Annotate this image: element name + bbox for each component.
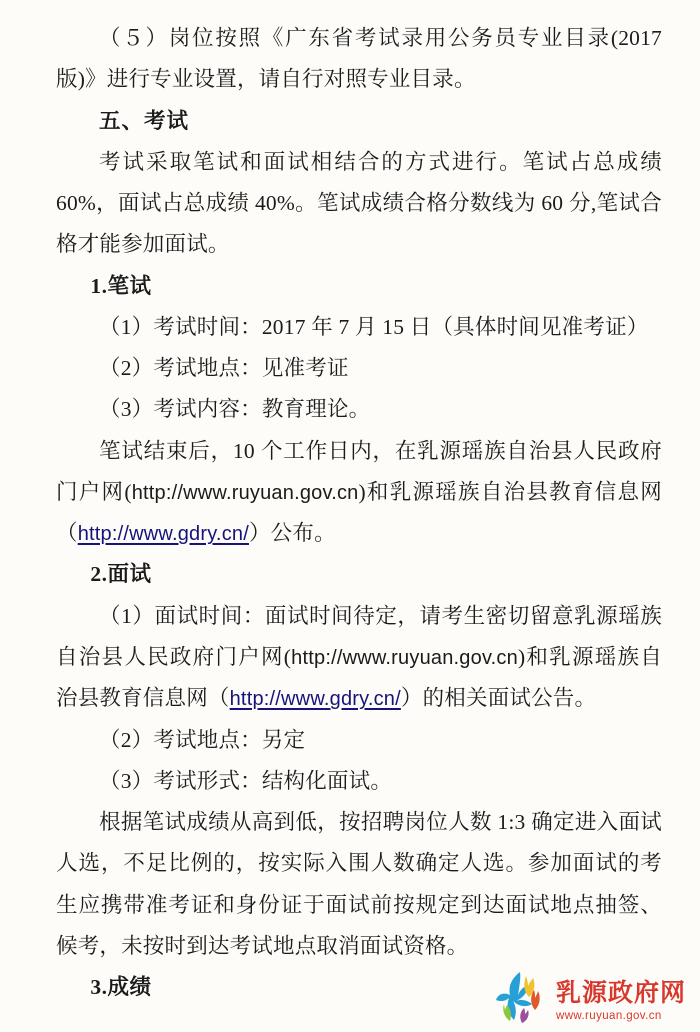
paragraph-interview-form: （3）考试形式：结构化面试。 xyxy=(99,768,393,793)
paragraph-interview-time xyxy=(56,596,662,720)
watermark xyxy=(490,968,686,1026)
gdry-url-link-2[interactable]: http://www.gdry.cn/ xyxy=(229,688,401,711)
interview-lead-text: （1）面试时间：面试时间待定，请考生密切留意乳源瑶族自治县人民政府门户网( xyxy=(56,603,662,669)
publish-mid-text: )和乳源瑶族自治县教育信息网（ xyxy=(56,479,662,546)
watermark-url: www.ruyuan.gov.cn xyxy=(555,1010,662,1022)
paragraph-item-5: （５）岗位按照《广东省考试录用公务员专业目录(2017版)》进行专业设置，请自行对照专业目录。 xyxy=(56,26,662,92)
watermark-text-block xyxy=(556,980,686,1027)
paragraph-written-time: （1）考试时间：2017 年 7 月 15 日（具体时间见准考证） xyxy=(99,314,649,339)
ruyuan-government-logo-icon xyxy=(490,968,550,1026)
ruyuan-gov-url-text: http://www.ruyuan.gov.cn xyxy=(131,481,359,504)
gdry-url-link[interactable]: http://www.gdry.cn/ xyxy=(77,523,249,546)
paragraph-written-place: （2）考试地点：见准考证 xyxy=(99,356,349,381)
section-heading-five: 五、考试 xyxy=(99,108,190,133)
subheading-interview: 2.面试 xyxy=(90,562,152,587)
ruyuan-gov-url-text-2: http://www.ruyuan.gov.cn xyxy=(291,646,518,669)
paragraph-interview-rule: 根据笔试成绩从高到低，按招聘岗位人数 1:3 确定进入面试人选，不足比例的，按实际入围人数确定人选。参加面试的考生应携带准考证和身份证于面试前按规定到达面试地点抽签、候考，未按时到达考试地点取消面试资格。 xyxy=(56,810,662,958)
paragraph-written-content: （3）考试内容：教育理论。 xyxy=(99,397,371,422)
watermark-title: 乳源政府网 xyxy=(555,979,686,1007)
subheading-written-exam: 1.笔试 xyxy=(90,273,152,298)
publish-lead-text: 笔试结束后，10 个工作日内，在乳源瑶族自治县人民政府门户网( xyxy=(56,438,662,504)
paragraph-publish-channels xyxy=(56,431,662,555)
publish-tail-text: ）公布。 xyxy=(248,521,336,546)
interview-tail-text: ）的相关面试公告。 xyxy=(400,686,597,711)
document-body xyxy=(56,18,662,1008)
subheading-score: 3.成绩 xyxy=(90,975,152,1000)
paragraph-exam-intro: 考试采取笔试和面试相结合的方式进行。笔试占总成绩 60%，面试占总成绩 40%。笔试成绩合格分数线为 60 分,笔试合格才能参加面试。 xyxy=(56,149,662,257)
paragraph-interview-place: （2）考试地点：另定 xyxy=(99,727,306,752)
interview-mid-text: )和乳源瑶族自治县教育信息网（ xyxy=(56,644,662,711)
